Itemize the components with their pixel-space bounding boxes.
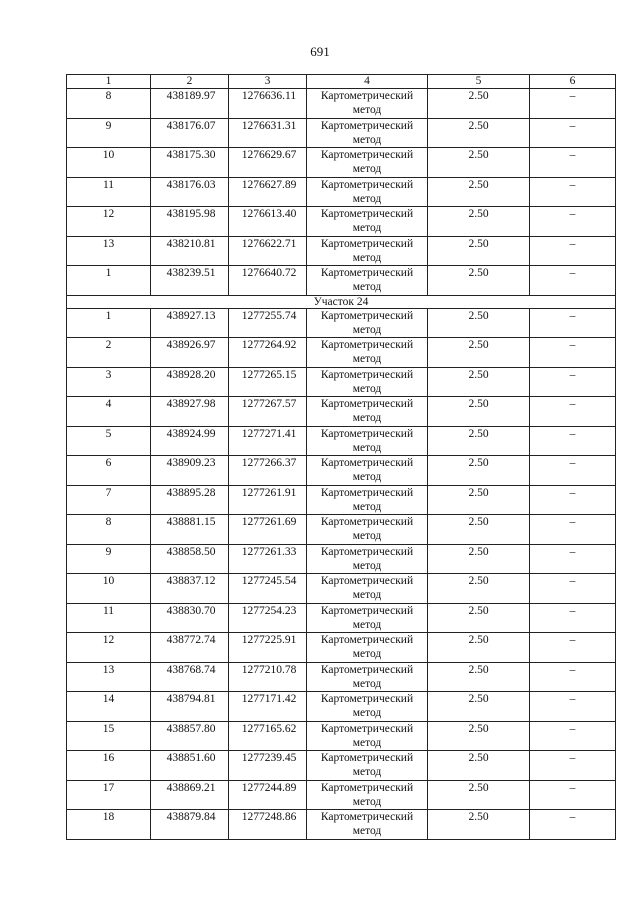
y-coordinate-cell: 1276629.67 [229, 148, 307, 178]
section-title: Участок 24 [67, 295, 616, 308]
method-line-1: Картометрический [320, 486, 414, 499]
point-number-cell: 3 [67, 367, 151, 397]
method-line-2: метод [352, 589, 382, 601]
column-header-5: 5 [428, 75, 530, 89]
method-cell [307, 367, 428, 397]
table-row [67, 236, 616, 266]
point-number-cell: 10 [67, 574, 151, 604]
method-cell [307, 692, 428, 722]
method-line-2: метод [352, 251, 382, 264]
method-line-1: Картометрический [320, 634, 414, 646]
accuracy-cell: 2.50 [428, 721, 530, 751]
y-coordinate-cell: 1277248.86 [229, 810, 307, 840]
point-number-cell: 16 [67, 751, 151, 781]
point-number-cell: 18 [67, 810, 151, 840]
accuracy-cell: 2.50 [428, 810, 530, 840]
table-row [67, 751, 616, 781]
method-cell [307, 308, 428, 338]
table-row [67, 308, 616, 338]
method-line-2: метод [352, 163, 382, 175]
method-line-1: Картометрический [320, 457, 414, 469]
accuracy-cell: 2.50 [428, 751, 530, 781]
method-line-2: метод [352, 382, 382, 395]
x-coordinate-cell: 438176.03 [151, 177, 229, 207]
table-row [67, 207, 616, 237]
method-cell [307, 662, 428, 692]
coordinates-table [66, 74, 616, 840]
y-coordinate-cell: 1277165.62 [229, 721, 307, 751]
x-coordinate-cell: 438210.81 [151, 236, 229, 266]
method-line-2: метод [352, 677, 382, 690]
method-cell [307, 810, 428, 840]
accuracy-cell: 2.50 [428, 780, 530, 810]
note-cell: – [530, 544, 616, 574]
x-coordinate-cell: 438189.97 [151, 89, 229, 119]
x-coordinate-cell: 438928.20 [151, 367, 229, 397]
method-line-1: Картометрический [320, 368, 414, 381]
method-cell [307, 633, 428, 663]
note-cell: – [530, 721, 616, 751]
table-row [67, 367, 616, 397]
point-number-cell: 12 [67, 633, 151, 663]
method-line-2: метод [352, 192, 382, 205]
x-coordinate-cell: 438879.84 [151, 810, 229, 840]
point-number-cell: 17 [67, 780, 151, 810]
method-line-1: Картометрический [320, 398, 414, 410]
x-coordinate-cell: 438772.74 [151, 633, 229, 663]
y-coordinate-cell: 1277261.33 [229, 544, 307, 574]
column-header-4: 4 [307, 75, 428, 89]
point-number-cell: 14 [67, 692, 151, 722]
accuracy-cell: 2.50 [428, 544, 530, 574]
accuracy-cell: 2.50 [428, 89, 530, 119]
y-coordinate-cell: 1276613.40 [229, 207, 307, 237]
accuracy-cell: 2.50 [428, 692, 530, 722]
y-coordinate-cell: 1277261.69 [229, 515, 307, 545]
method-line-1: Картометрический [320, 516, 414, 528]
note-cell: – [530, 148, 616, 178]
note-cell: – [530, 692, 616, 722]
note-cell: – [530, 515, 616, 545]
note-cell: – [530, 633, 616, 663]
method-line-2: метод [352, 736, 382, 749]
column-header-6: 6 [530, 75, 616, 89]
method-line-1: Картометрический [320, 119, 414, 132]
method-line-2: метод [352, 353, 382, 365]
method-cell [307, 89, 428, 119]
y-coordinate-cell: 1276631.31 [229, 118, 307, 148]
accuracy-cell: 2.50 [428, 338, 530, 368]
point-number-cell: 1 [67, 308, 151, 338]
y-coordinate-cell: 1276640.72 [229, 266, 307, 296]
accuracy-cell: 2.50 [428, 456, 530, 486]
method-line-2: метод [352, 825, 382, 837]
table-header-row [67, 75, 616, 89]
method-cell [307, 574, 428, 604]
y-coordinate-cell: 1277267.57 [229, 397, 307, 427]
method-line-1: Картометрический [320, 309, 414, 322]
accuracy-cell: 2.50 [428, 177, 530, 207]
x-coordinate-cell: 438909.23 [151, 456, 229, 486]
point-number-cell: 9 [67, 118, 151, 148]
point-number-cell: 9 [67, 544, 151, 574]
table-row [67, 603, 616, 633]
point-number-cell: 8 [67, 515, 151, 545]
method-cell [307, 236, 428, 266]
note-cell: – [530, 236, 616, 266]
note-cell: – [530, 456, 616, 486]
y-coordinate-cell: 1277239.45 [229, 751, 307, 781]
method-line-2: метод [352, 500, 382, 513]
note-cell: – [530, 780, 616, 810]
note-cell: – [530, 308, 616, 338]
point-number-cell: 8 [67, 89, 151, 119]
y-coordinate-cell: 1277261.91 [229, 485, 307, 515]
method-line-1: Картометрический [320, 752, 414, 764]
section-row [67, 295, 616, 308]
table-row [67, 426, 616, 456]
accuracy-cell: 2.50 [428, 574, 530, 604]
x-coordinate-cell: 438176.07 [151, 118, 229, 148]
note-cell: – [530, 118, 616, 148]
method-cell [307, 177, 428, 207]
y-coordinate-cell: 1277244.89 [229, 780, 307, 810]
method-line-2: метод [352, 133, 382, 146]
accuracy-cell: 2.50 [428, 367, 530, 397]
method-line-1: Картометрический [320, 178, 414, 191]
accuracy-cell: 2.50 [428, 207, 530, 237]
y-coordinate-cell: 1276636.11 [229, 89, 307, 119]
method-line-1: Картометрический [320, 427, 414, 440]
note-cell: – [530, 603, 616, 633]
method-line-1: Картометрический [320, 267, 414, 279]
x-coordinate-cell: 438195.98 [151, 207, 229, 237]
table-row [67, 266, 616, 296]
x-coordinate-cell: 438857.80 [151, 721, 229, 751]
y-coordinate-cell: 1277266.37 [229, 456, 307, 486]
method-line-1: Картометрический [320, 693, 414, 705]
point-number-cell: 6 [67, 456, 151, 486]
method-cell [307, 118, 428, 148]
point-number-cell: 12 [67, 207, 151, 237]
x-coordinate-cell: 438858.50 [151, 544, 229, 574]
accuracy-cell: 2.50 [428, 515, 530, 545]
method-cell [307, 397, 428, 427]
y-coordinate-cell: 1277210.78 [229, 662, 307, 692]
note-cell: – [530, 751, 616, 781]
note-cell: – [530, 397, 616, 427]
y-coordinate-cell: 1276622.71 [229, 236, 307, 266]
note-cell: – [530, 338, 616, 368]
method-line-1: Картометрический [320, 604, 414, 617]
accuracy-cell: 2.50 [428, 236, 530, 266]
note-cell: – [530, 89, 616, 119]
note-cell: – [530, 574, 616, 604]
method-line-2: метод [352, 618, 382, 631]
y-coordinate-cell: 1277245.54 [229, 574, 307, 604]
y-coordinate-cell: 1277271.41 [229, 426, 307, 456]
x-coordinate-cell: 438175.30 [151, 148, 229, 178]
accuracy-cell: 2.50 [428, 397, 530, 427]
point-number-cell: 11 [67, 603, 151, 633]
method-cell [307, 338, 428, 368]
method-line-1: Картометрический [320, 545, 414, 558]
method-line-1: Картометрический [320, 575, 414, 587]
method-cell [307, 456, 428, 486]
note-cell: – [530, 266, 616, 296]
point-number-cell: 2 [67, 338, 151, 368]
x-coordinate-cell: 438924.99 [151, 426, 229, 456]
point-number-cell: 11 [67, 177, 151, 207]
table-row [67, 692, 616, 722]
method-line-2: метод [352, 559, 382, 572]
point-number-cell: 13 [67, 236, 151, 266]
x-coordinate-cell: 438869.21 [151, 780, 229, 810]
method-line-2: метод [352, 795, 382, 808]
method-line-2: метод [352, 412, 382, 424]
y-coordinate-cell: 1277171.42 [229, 692, 307, 722]
table-row [67, 456, 616, 486]
table-row [67, 544, 616, 574]
table-row [67, 662, 616, 692]
point-number-cell: 13 [67, 662, 151, 692]
y-coordinate-cell: 1277255.74 [229, 308, 307, 338]
point-number-cell: 15 [67, 721, 151, 751]
x-coordinate-cell: 438830.70 [151, 603, 229, 633]
method-cell [307, 780, 428, 810]
table-row [67, 89, 616, 119]
note-cell: – [530, 177, 616, 207]
method-line-1: Картометрический [320, 663, 414, 676]
method-line-1: Картометрический [320, 90, 414, 102]
x-coordinate-cell: 438927.98 [151, 397, 229, 427]
x-coordinate-cell: 438927.13 [151, 308, 229, 338]
table-row [67, 515, 616, 545]
x-coordinate-cell: 438851.60 [151, 751, 229, 781]
point-number-cell: 10 [67, 148, 151, 178]
accuracy-cell: 2.50 [428, 485, 530, 515]
note-cell: – [530, 207, 616, 237]
y-coordinate-cell: 1277264.92 [229, 338, 307, 368]
method-line-2: метод [352, 648, 382, 660]
x-coordinate-cell: 438837.12 [151, 574, 229, 604]
method-line-2: метод [352, 281, 382, 293]
method-cell [307, 426, 428, 456]
point-number-cell: 7 [67, 485, 151, 515]
y-coordinate-cell: 1277254.23 [229, 603, 307, 633]
method-cell [307, 207, 428, 237]
method-line-2: метод [352, 471, 382, 483]
method-line-2: метод [352, 323, 382, 336]
note-cell: – [530, 367, 616, 397]
accuracy-cell: 2.50 [428, 662, 530, 692]
method-cell [307, 544, 428, 574]
point-number-cell: 5 [67, 426, 151, 456]
table-row [67, 397, 616, 427]
method-cell [307, 603, 428, 633]
y-coordinate-cell: 1277225.91 [229, 633, 307, 663]
method-cell [307, 148, 428, 178]
table-row [67, 780, 616, 810]
method-line-1: Картометрический [320, 339, 414, 351]
method-cell [307, 515, 428, 545]
x-coordinate-cell: 438768.74 [151, 662, 229, 692]
x-coordinate-cell: 438794.81 [151, 692, 229, 722]
table-row [67, 810, 616, 840]
table-row [67, 177, 616, 207]
table-row [67, 338, 616, 368]
table-row [67, 633, 616, 663]
point-number-cell: 1 [67, 266, 151, 296]
method-cell [307, 485, 428, 515]
table-row [67, 721, 616, 751]
x-coordinate-cell: 438239.51 [151, 266, 229, 296]
y-coordinate-cell: 1276627.89 [229, 177, 307, 207]
table-row [67, 485, 616, 515]
note-cell: – [530, 426, 616, 456]
accuracy-cell: 2.50 [428, 633, 530, 663]
method-line-2: метод [352, 707, 382, 719]
accuracy-cell: 2.50 [428, 148, 530, 178]
method-line-1: Картометрический [320, 781, 414, 794]
column-header-2: 2 [151, 75, 229, 89]
method-line-2: метод [352, 441, 382, 454]
table-row [67, 148, 616, 178]
x-coordinate-cell: 438881.15 [151, 515, 229, 545]
method-line-1: Картометрический [320, 722, 414, 735]
x-coordinate-cell: 438926.97 [151, 338, 229, 368]
note-cell: – [530, 662, 616, 692]
method-cell [307, 721, 428, 751]
method-line-1: Картометрический [320, 208, 414, 220]
y-coordinate-cell: 1277265.15 [229, 367, 307, 397]
page-number: 691 [310, 44, 330, 59]
accuracy-cell: 2.50 [428, 426, 530, 456]
note-cell: – [530, 485, 616, 515]
method-line-2: метод [352, 766, 382, 778]
method-line-1: Картометрический [320, 811, 414, 823]
method-cell [307, 751, 428, 781]
table-row [67, 118, 616, 148]
x-coordinate-cell: 438895.28 [151, 485, 229, 515]
method-line-1: Картометрический [320, 149, 414, 161]
method-line-1: Картометрический [320, 237, 414, 250]
accuracy-cell: 2.50 [428, 266, 530, 296]
method-line-2: метод [352, 104, 382, 116]
point-number-cell: 4 [67, 397, 151, 427]
method-line-2: метод [352, 530, 382, 542]
column-header-3: 3 [229, 75, 307, 89]
method-cell [307, 266, 428, 296]
accuracy-cell: 2.50 [428, 308, 530, 338]
note-cell: – [530, 810, 616, 840]
accuracy-cell: 2.50 [428, 118, 530, 148]
table-row [67, 574, 616, 604]
column-header-1: 1 [67, 75, 151, 89]
accuracy-cell: 2.50 [428, 603, 530, 633]
method-line-2: метод [352, 222, 382, 234]
